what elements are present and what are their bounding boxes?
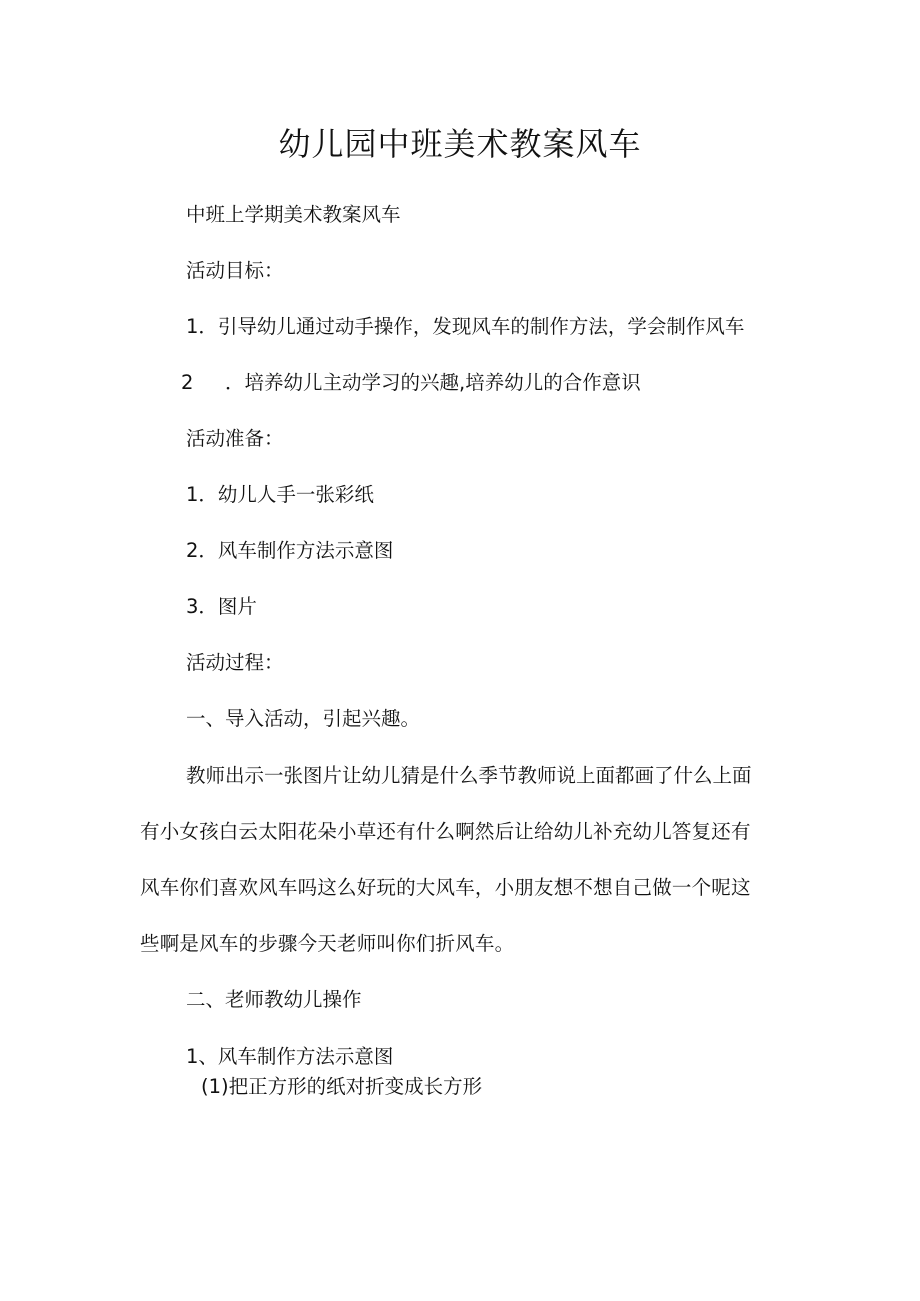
section1-paragraph-line: 有小女孩白云太阳花朵小草还有什么啊然后让给幼儿补充幼儿答复还有 [140,820,751,843]
prep-text: ．幼儿人手一张彩纸 [198,483,374,506]
prep-heading: 活动准备： [186,427,284,450]
prep-number: 2 [186,539,199,562]
section1-paragraph-line: 些啊是风车的步骤今天老师叫你们折风车。 [140,932,515,955]
goal-text: ．引导幼儿通过动手操作，发现风车的制作方法，学会制作风车 [198,315,745,338]
prep-item-2 [186,537,393,565]
section1-paragraph-line: 教师出示一张图片让幼儿猜是什么季节教师说上面都画了什么上面 [186,764,752,787]
prep-item-1 [186,481,374,509]
prep-item-3 [186,593,257,621]
process-heading: 活动过程： [186,651,284,674]
section1-heading: 一、导入活动，引起兴趣。 [186,707,421,730]
prep-number: 1 [186,483,199,506]
goal-number: 2 [181,371,194,394]
goal-item-1 [186,313,744,341]
step-1: 1、风车制作方法示意图 [186,1045,394,1068]
goals-heading: 活动目标： [186,259,284,282]
step-1-substep: (1)把正方形的纸对折变成长方形 [201,1075,483,1098]
goal-item-2 [181,369,641,397]
goal-text: ．培养幼儿主动学习的兴趣,培养幼儿的合作意识 [225,371,641,394]
prep-number: 3 [186,595,199,618]
section2-heading: 二、老师教幼儿操作 [186,988,362,1011]
prep-text: ．风车制作方法示意图 [198,539,394,562]
prep-text: ．图片 [198,595,257,618]
section1-paragraph-line: 风车你们喜欢风车吗这么好玩的大风车，小朋友想不想自己做一个呢这 [140,876,751,899]
document-title: 幼儿园中班美术教案风车 [278,125,642,163]
goal-number: 1 [186,315,199,338]
subtitle: 中班上学期美术教案风车 [186,203,401,226]
